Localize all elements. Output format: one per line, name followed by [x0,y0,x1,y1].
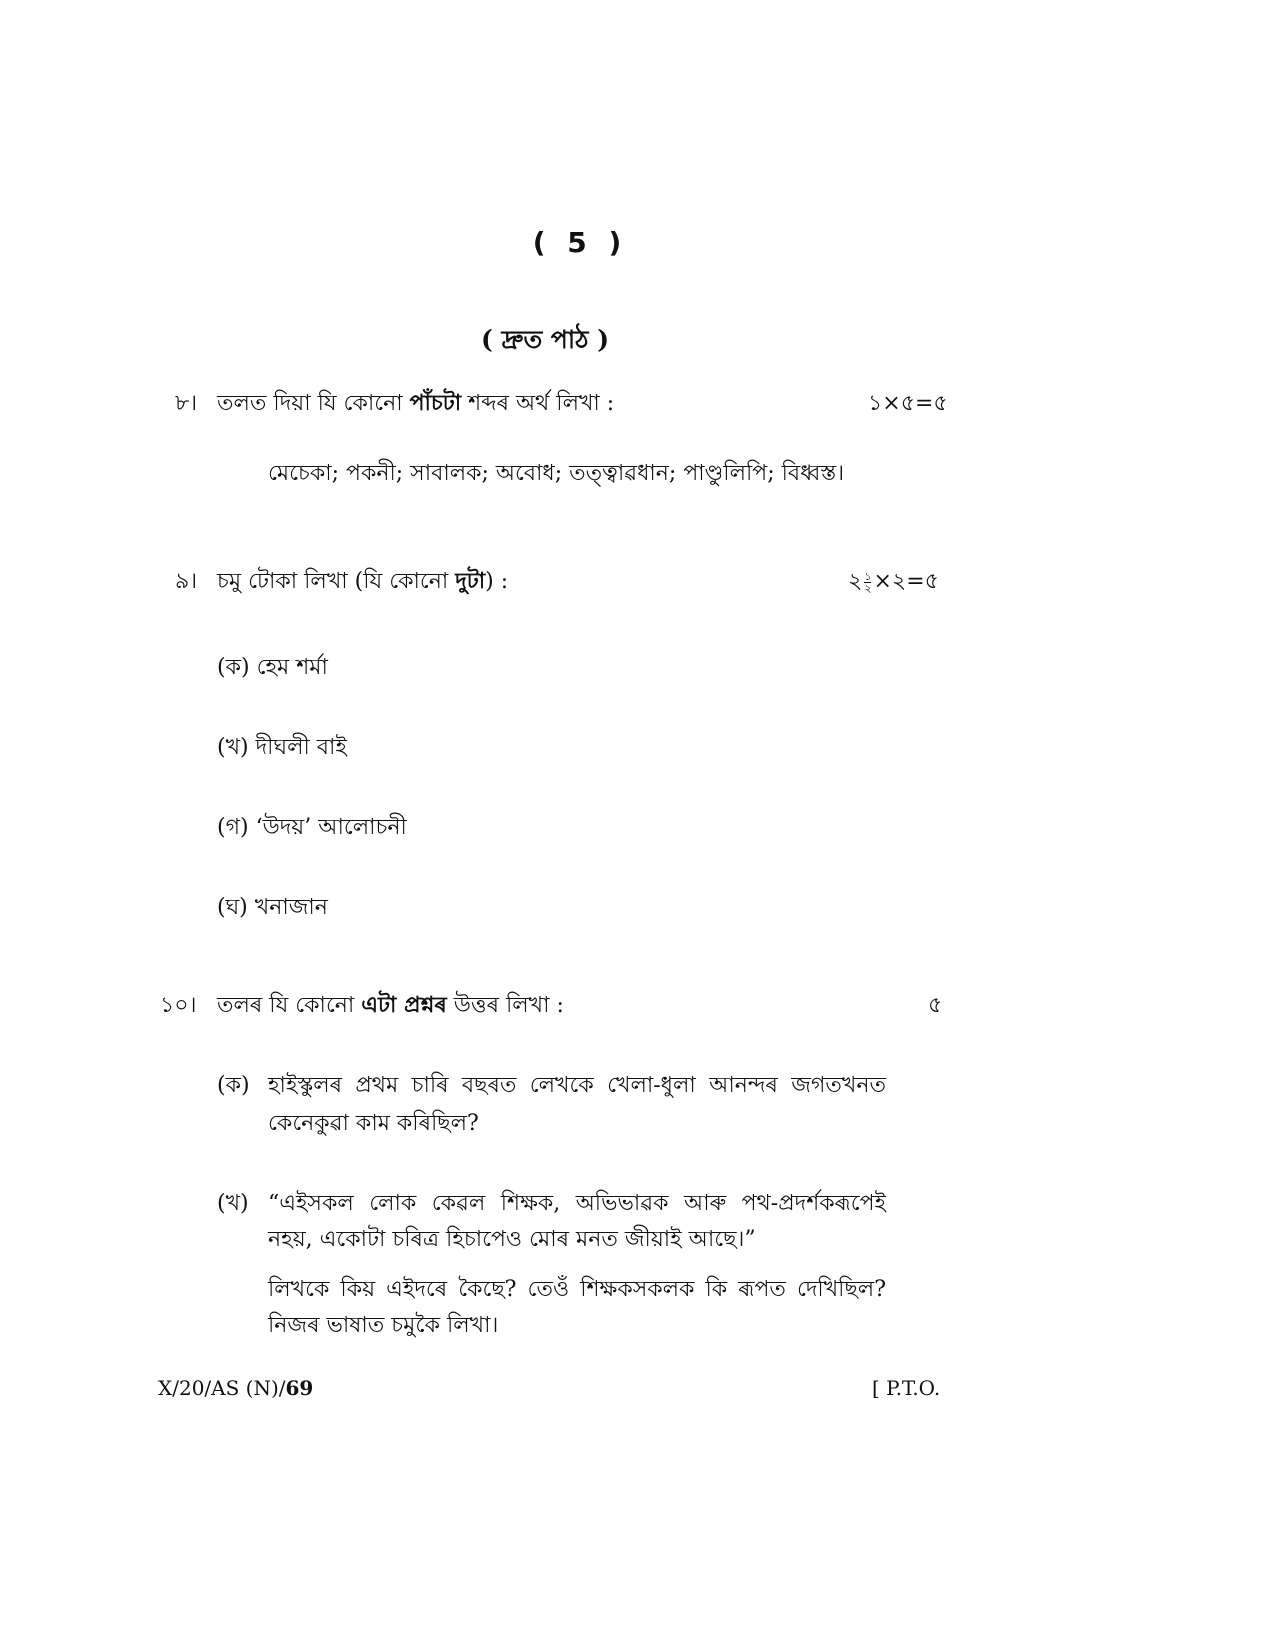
page-number: ( 5 ) [532,226,628,259]
question-10a-line-2: কেনেকুৱা কাম কৰিছিল? [268,1111,479,1136]
question-9-marks: ২ $\frac{১}{২}$ ×২=৫ [848,569,939,595]
question-9-text: চমু টোকা লিখা (যি কোনো দুটা) : [217,568,509,594]
question-9-option-d: (ঘ) খনাজান [217,895,328,920]
pto-marker: [ P.T.O. [872,1376,941,1400]
question-10-number: ১০। [160,993,197,1018]
question-10b-label: (খ) [217,1191,249,1216]
question-10 [0,988,1275,1020]
question-10a-label: (ক) [217,1073,250,1098]
question-10b-quote-line-1: “এইসকল লোক কেৱল শিক্ষক, অভিভাৱক আৰু পথ-প্ৰদৰ্শকৰূপেই [268,1191,886,1216]
question-9-option-c: (গ) ‘উদয়’ আলোচনী [217,815,407,840]
question-10-text: তলৰ যি কোনো এটা প্ৰশ্নৰ উত্তৰ লিখা : [217,992,564,1018]
question-10b-line-3: লিখকে কিয় এইদৰে কৈছে? তেওঁ শিক্ষকসকলক কি ৰূপত দেখিছিল? [268,1277,886,1302]
question-9-option-b: (খ) দীঘলী বাই [217,735,347,760]
question-8-marks: ১×৫=৫ [868,391,948,416]
paper-code: X/20/AS (N)/69 [158,1376,314,1400]
question-10b-line-4: নিজৰ ভাষাত চমুকৈ লিখা। [268,1313,499,1338]
question-8-text: তলত দিয়া যি কোনো পাঁচটা শব্দৰ অৰ্থ লিখা : [217,390,615,416]
question-10b-quote-line-2: নহয়, একোটা চৰিত্ৰ হিচাপেও মোৰ মনত জীয়াই আছে।” [268,1227,756,1252]
question-9-option-a: (ক) হেম শৰ্মা [217,655,328,680]
question-8-word-list: মেচেকা; পকনী; সাবালক; অবোধ; তত্ত্বাৱধান; পাণ্ডুলিপি; বিধ্বস্ত। [268,461,845,486]
question-10-marks: ৫ [928,993,943,1018]
section-title: ( দ্ৰুত পাঠ ) [480,325,610,354]
question-10a-line-1: হাইস্কুলৰ প্ৰথম চাৰি বছৰত লেখকে খেলা-ধুলা আনন্দৰ জগতখনত [268,1073,886,1098]
question-8 [0,386,1275,418]
question-8-number: ৮। [175,391,198,416]
question-9 [0,564,1275,596]
question-9-number: ৯। [175,569,198,594]
